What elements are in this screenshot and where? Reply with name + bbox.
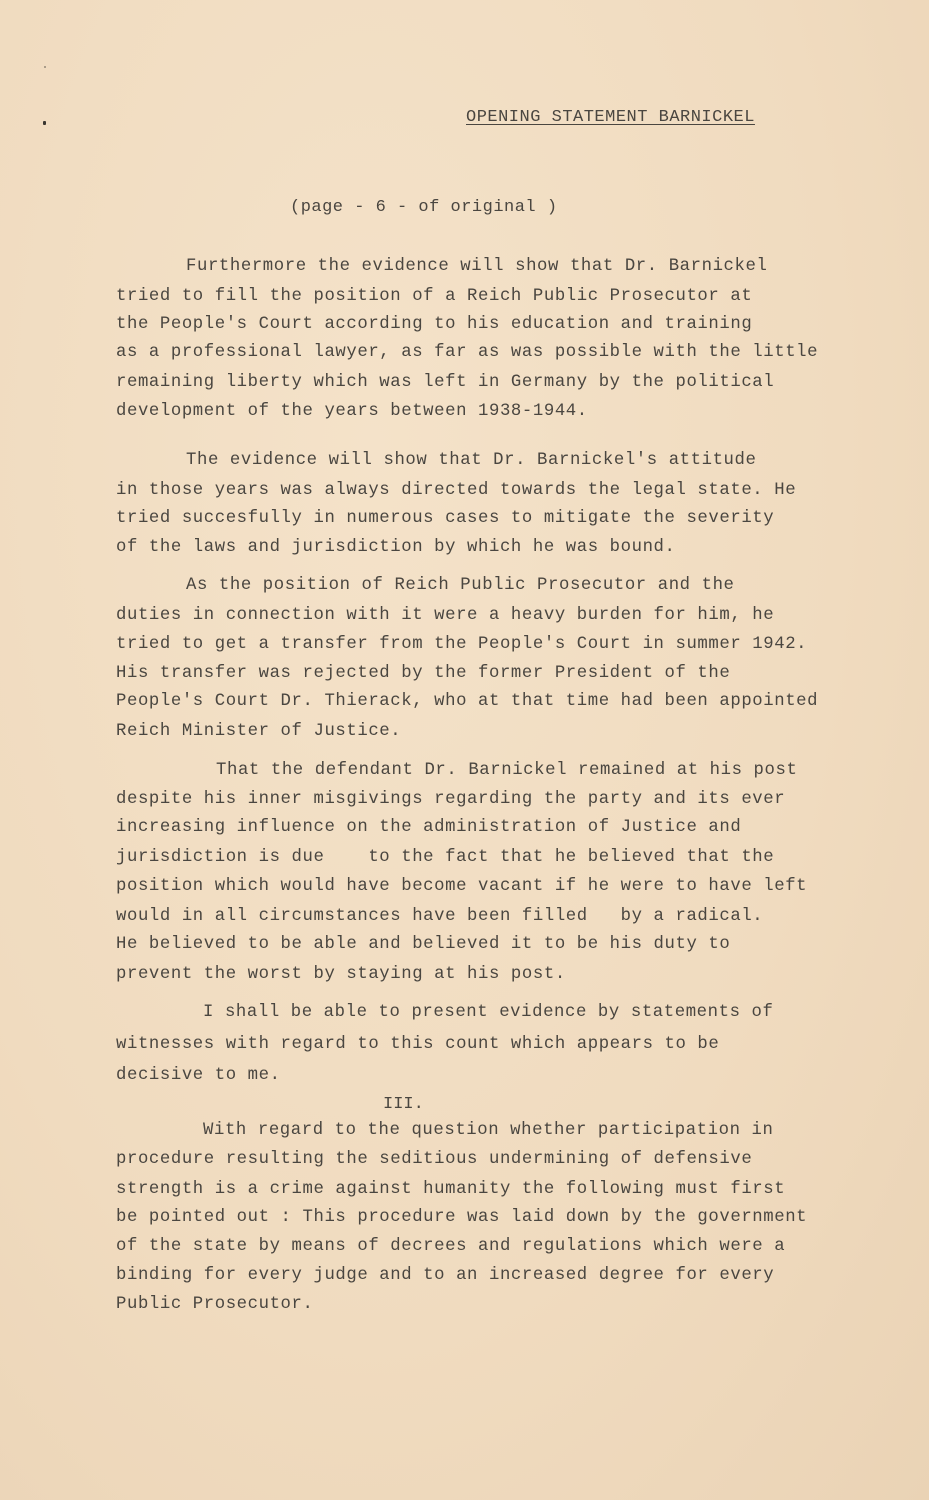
final-paragraph-line-7: Public Prosecutor.: [116, 1295, 314, 1314]
paragraph-4-line-3: increasing influence on the administration of Justice and: [116, 818, 742, 837]
page-reference: (page - 6 - of original ): [290, 198, 558, 217]
paragraph-1-line-1: Furthermore the evidence will show that Dr. Barnickel: [186, 257, 768, 276]
paragraph-4-line-8: prevent the worst by staying at his post.: [116, 965, 566, 984]
paragraph-4-line-2: despite his inner misgivings regarding the party and its ever: [116, 790, 786, 809]
final-paragraph-line-1: With regard to the question whether participation in: [203, 1121, 774, 1140]
header-title: OPENING STATEMENT BARNICKEL: [466, 108, 755, 127]
paragraph-3-line-1: As the position of Reich Public Prosecutor and the: [186, 576, 735, 595]
final-paragraph-line-3: strength is a crime against humanity the following must first: [116, 1180, 786, 1199]
paragraph-1-line-2: tried to fill the position of a Reich Public Prosecutor at: [116, 287, 753, 306]
paragraph-1-line-5: remaining liberty which was left in Germany by the political: [116, 373, 775, 392]
paragraph-4-line-5: position which would have become vacant if he were to have left: [116, 877, 808, 896]
paragraph-5-line-1: I shall be able to present evidence by statements of: [203, 1003, 774, 1022]
margin-speck: [44, 66, 46, 68]
paragraph-3-line-3: tried to get a transfer from the People's Court in summer 1942.: [116, 635, 808, 654]
paragraph-2-line-1: The evidence will show that Dr. Barnickel's attitude: [186, 451, 757, 470]
section-number: III.: [383, 1095, 424, 1114]
margin-mark: [43, 121, 46, 125]
paragraph-1-line-6: development of the years between 1938-1944.: [116, 402, 588, 421]
paragraph-1-line-4: as a professional lawyer, as far as was possible with the little: [116, 343, 819, 362]
paragraph-3-line-4: His transfer was rejected by the former President of the: [116, 664, 731, 683]
paragraph-2-line-2: in those years was always directed towards the legal state. He: [116, 481, 797, 500]
paragraph-5-line-3: decisive to me.: [116, 1066, 281, 1085]
paragraph-2-line-4: of the laws and jurisdiction by which he was bound.: [116, 538, 676, 557]
paragraph-3-line-6: Reich Minister of Justice.: [116, 722, 402, 741]
paragraph-4-line-1: That the defendant Dr. Barnickel remained at his post: [216, 761, 798, 780]
paragraph-3-line-2: duties in connection with it were a heavy burden for him, he: [116, 606, 775, 625]
final-paragraph-line-5: of the state by means of decrees and regulations which were a: [116, 1237, 786, 1256]
paragraph-2-line-3: tried succesfully in numerous cases to mitigate the severity: [116, 509, 775, 528]
final-paragraph-line-4: be pointed out : This procedure was laid down by the government: [116, 1208, 808, 1227]
paragraph-4-line-6: would in all circumstances have been filled by a radical.: [116, 907, 764, 926]
paragraph-4-line-4: jurisdiction is due to the fact that he believed that the: [116, 848, 775, 867]
paragraph-1-line-3: the People's Court according to his education and training: [116, 315, 753, 334]
final-paragraph-line-6: binding for every judge and to an increased degree for every: [116, 1266, 775, 1285]
paragraph-3-line-5: People's Court Dr. Thierack, who at that time had been appointed: [116, 692, 819, 711]
paragraph-4-line-7: He believed to be able and believed it to be his duty to: [116, 935, 731, 954]
paragraph-5-line-2: witnesses with regard to this count which appears to be: [116, 1035, 720, 1054]
final-paragraph-line-2: procedure resulting the seditious undermining of defensive: [116, 1150, 753, 1169]
